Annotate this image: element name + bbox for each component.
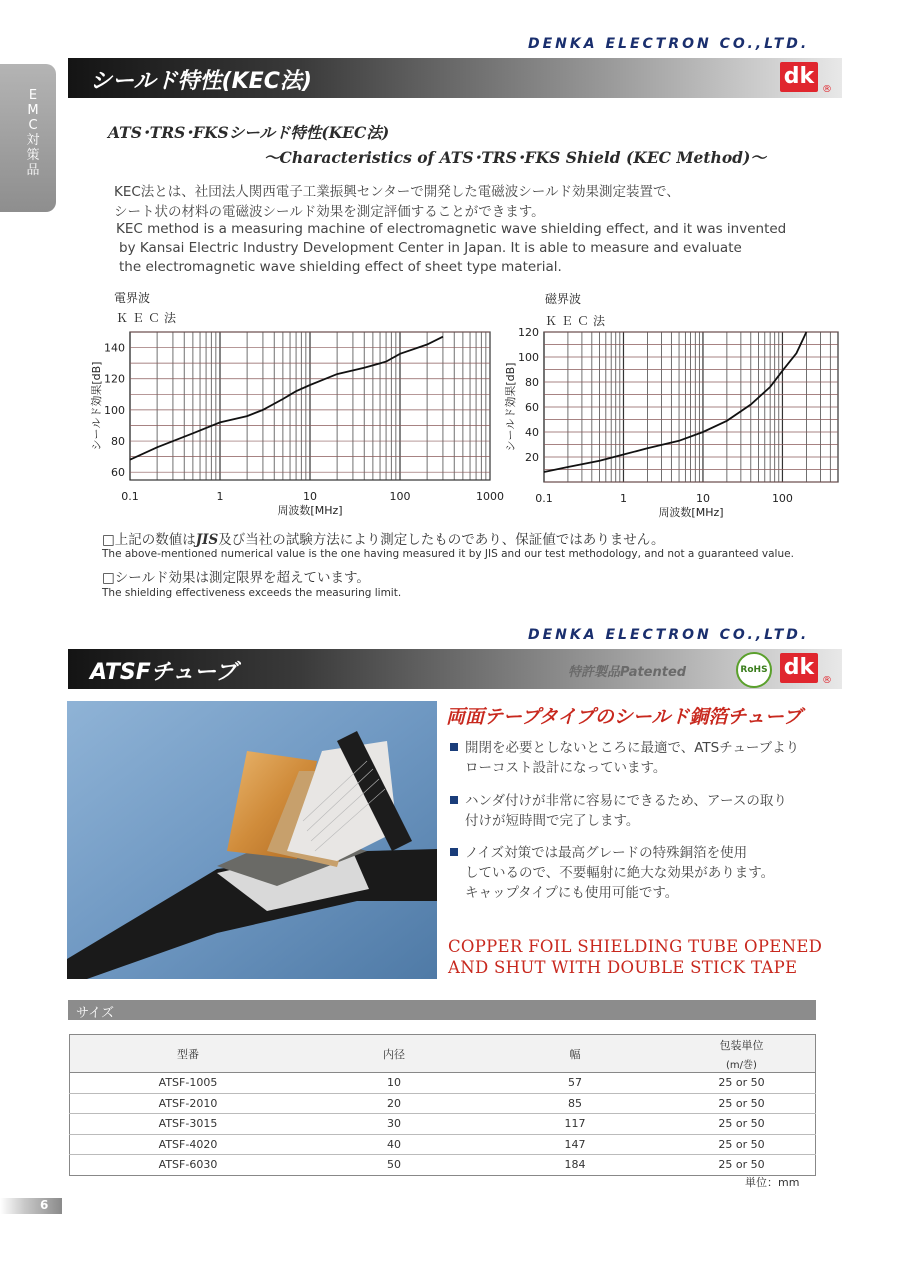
table-header-row xyxy=(70,1035,816,1073)
note1-jp-post: 及び当社の試験方法により測定したものであり、保証値ではありません。 xyxy=(218,532,665,548)
rohs-icon xyxy=(736,652,772,688)
section-title: シールド特性(KEC法) xyxy=(90,69,312,94)
product-title: ATSFチューブ xyxy=(90,660,238,685)
y-tick-label: 120 xyxy=(104,372,125,386)
x-tick-label: 1000 xyxy=(476,490,504,503)
feature-bullet-icon xyxy=(450,743,458,751)
x-axis-label: 周波数[MHz] xyxy=(277,504,343,517)
feature-2-line1: ハンダ付けが非常に容易にできるため、アースの取り xyxy=(465,793,787,809)
page-number: 6 xyxy=(40,1198,49,1212)
company-logo xyxy=(780,62,818,92)
chart1-subtitle: ＫＥＣ法 xyxy=(116,311,181,325)
side-category-tab xyxy=(0,64,56,212)
brand-name: DENKA ELECTRON CO.,LTD. xyxy=(528,36,810,52)
feature-3-line3: キャップタイプにも使用可能です。 xyxy=(465,885,679,901)
patented-label: 特許製品Patented xyxy=(568,665,687,680)
cell-width: 117 xyxy=(564,1117,586,1131)
product-photo xyxy=(67,701,437,979)
cell-inner-diameter: 20 xyxy=(387,1096,401,1110)
y-axis-label: シールド効果[dB] xyxy=(504,362,517,452)
x-tick-label: 10 xyxy=(303,490,317,503)
y-tick-label: 120 xyxy=(518,326,539,339)
x-tick-label: 10 xyxy=(695,492,710,505)
cell-package: 25 or 50 xyxy=(718,1158,765,1172)
table-row xyxy=(70,1155,816,1176)
description-en-2: by Kansai Electric Industry Development Center in Japan. It is able to measure and evaluate xyxy=(119,240,742,256)
product-title-bar xyxy=(68,649,842,689)
note2-en: The shielding effectiveness exceeds the measuring limit. xyxy=(102,587,402,599)
size-table xyxy=(69,1034,816,1176)
registered-mark: ® xyxy=(822,84,832,95)
feature-bullet-icon xyxy=(450,848,458,856)
col-model: 型番 xyxy=(70,1035,307,1073)
description-jp-1: KEC法とは、社団法人関西電子工業振興センターで開発した電磁波シールド効果測定装置で、 xyxy=(114,184,680,200)
cell-package: 25 or 50 xyxy=(718,1137,765,1151)
cell-package: 25 or 50 xyxy=(718,1096,765,1110)
company-logo-2 xyxy=(780,653,818,683)
x-tick-label: 100 xyxy=(389,490,411,503)
chart2-subtitle: ＫＥＣ法 xyxy=(545,314,610,328)
x-tick-label: 0.1 xyxy=(535,492,553,505)
product-tagline-2: AND SHUT WITH DOUBLE STICK TAPE xyxy=(448,958,798,977)
description-en-3: the electromagnetic wave shielding effect of sheet type material. xyxy=(119,259,562,275)
cell-model: ATSF-2010 xyxy=(158,1096,218,1110)
cell-width: 147 xyxy=(564,1137,586,1151)
note2-jp: □シールド効果は測定限界を超えています。 xyxy=(102,570,370,586)
col-inner-diameter: 内径 xyxy=(306,1035,482,1073)
y-tick-label: 80 xyxy=(525,376,539,389)
x-tick-label: 1 xyxy=(619,492,627,505)
product-headline: 両面テープタイプのシールド銅箔チューブ xyxy=(446,706,802,728)
y-tick-label: 80 xyxy=(111,435,125,449)
description-en-1: KEC method is a measuring machine of electromagnetic wave shielding effect, and it was invented xyxy=(116,221,787,237)
col-package-unit-label: 包装単位 xyxy=(719,1038,764,1052)
product-tagline-1: COPPER FOIL SHIELDING TUBE OPENED xyxy=(448,937,823,956)
chart-heading-en: ～Characteristics of ATS･TRS･FKS Shield (KEC Method)～ xyxy=(264,148,766,167)
y-tick-label: 40 xyxy=(525,426,539,439)
chart2-title: 磁界波 xyxy=(545,292,582,306)
size-label: サイズ xyxy=(76,1006,114,1021)
magnetic-field-chart xyxy=(500,325,850,523)
rohs-label: RoHS xyxy=(740,665,768,675)
y-tick-label: 20 xyxy=(525,451,539,464)
unit-note: 単位：mm xyxy=(745,1176,800,1189)
logo-mark-2: dk xyxy=(780,653,818,683)
cell-inner-diameter: 10 xyxy=(387,1076,401,1090)
registered-mark-2: ® xyxy=(822,675,832,686)
cell-width: 85 xyxy=(568,1096,582,1110)
size-section-bar xyxy=(68,1000,816,1020)
cell-width: 184 xyxy=(564,1158,586,1172)
cell-model: ATSF-3015 xyxy=(158,1117,218,1131)
feature-3-line2: しているので、不要輻射に絶大な効果があります。 xyxy=(465,865,775,881)
table-row xyxy=(70,1134,816,1155)
y-tick-label: 100 xyxy=(104,403,125,417)
note1-en: The above-mentioned numerical value is the one having measured it by JIS and our test methodology, and not a guaranteed value. xyxy=(102,548,794,560)
cell-inner-diameter: 40 xyxy=(387,1137,401,1151)
cell-inner-diameter: 50 xyxy=(387,1158,401,1172)
cell-inner-diameter: 30 xyxy=(387,1117,401,1131)
feature-1-line2: ローコスト設計になっています。 xyxy=(465,760,667,776)
cell-package: 25 or 50 xyxy=(718,1117,765,1131)
y-tick-label: 60 xyxy=(111,466,125,480)
x-tick-label: 100 xyxy=(771,492,793,505)
cell-model: ATSF-4020 xyxy=(158,1137,218,1151)
x-tick-label: 0.1 xyxy=(121,490,139,503)
feature-1-line1: 開閉を必要としないところに最適で、ATSチューブより xyxy=(465,740,800,756)
section-title-bar xyxy=(68,58,842,98)
side-tab-label: EMC対策品 xyxy=(26,88,40,178)
chart-heading-jp: ATS･TRS･FKSシールド特性(KEC法) xyxy=(108,123,390,142)
cell-model: ATSF-6030 xyxy=(158,1158,218,1172)
cell-package: 25 or 50 xyxy=(718,1076,765,1090)
y-axis-label: シールド効果[dB] xyxy=(90,361,103,451)
chart1-title: 電界波 xyxy=(114,291,151,305)
x-axis-label: 周波数[MHz] xyxy=(658,506,724,519)
table-row xyxy=(70,1073,816,1094)
col-package-unit xyxy=(668,1035,816,1073)
feature-2-line2: 付けが短時間で完了します。 xyxy=(465,813,640,829)
page-number-bar xyxy=(0,1198,62,1214)
y-tick-label: 100 xyxy=(518,351,539,364)
table-row xyxy=(70,1114,816,1135)
note1-jp xyxy=(102,528,665,548)
feature-3-line1: ノイズ対策では最高グレードの特殊銅箔を使用 xyxy=(465,845,748,861)
y-tick-label: 140 xyxy=(104,341,125,355)
col-width: 幅 xyxy=(482,1035,668,1073)
description-jp-2: シート状の材料の電磁波シールド効果を測定評価することができます。 xyxy=(114,204,545,220)
cell-model: ATSF-1005 xyxy=(158,1076,218,1090)
feature-bullet-icon xyxy=(450,796,458,804)
col-package-unit-sub: (m/巻) xyxy=(726,1059,757,1071)
note1-jp-jis: JIS xyxy=(195,532,219,548)
x-tick-label: 1 xyxy=(216,490,224,503)
y-tick-label: 60 xyxy=(525,401,539,414)
logo-mark: dk xyxy=(780,62,818,92)
table-row xyxy=(70,1093,816,1114)
brand-name-2: DENKA ELECTRON CO.,LTD. xyxy=(528,627,810,643)
note1-jp-pre: □上記の数値は xyxy=(102,532,196,548)
electric-field-chart xyxy=(78,325,506,523)
cell-width: 57 xyxy=(568,1076,582,1090)
